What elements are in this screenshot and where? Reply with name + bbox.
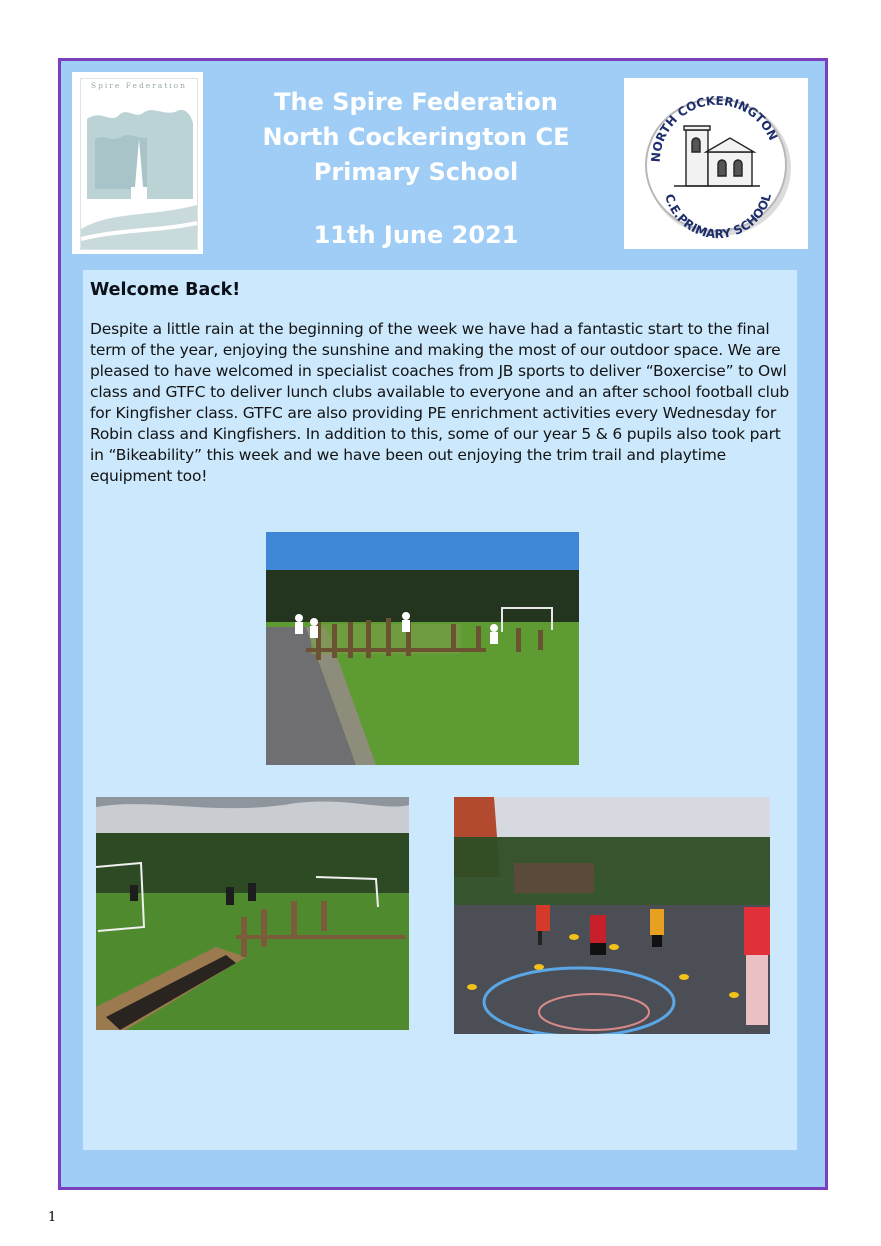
spire-federation-brand xyxy=(80,78,198,250)
crest-top-text: NORTH COCKERINGTON xyxy=(648,93,781,163)
welcome-panel xyxy=(83,270,797,1150)
federation-title: The Spire Federation xyxy=(274,88,558,116)
spire-federation-logo xyxy=(72,72,203,254)
school-name-line2: Primary School xyxy=(313,158,519,186)
crest-bottom-text: C.E.PRIMARY SCHOOL xyxy=(662,191,774,242)
welcome-heading: Welcome Back! xyxy=(90,280,241,300)
school-name-line1: North Cockerington CE xyxy=(262,123,570,151)
trim-trail-photo xyxy=(266,532,579,765)
newsletter-date: 11th June 2021 xyxy=(313,221,519,249)
page-number: 1 xyxy=(48,1210,57,1225)
football-pitch-photo xyxy=(96,797,409,1030)
church-spire-icon xyxy=(81,79,197,249)
welcome-paragraph: Despite a little rain at the beginning of the week we have had a fantastic start to the final term of the year, enjoying the sunshine and making the most of our outdoor space. We are pleased to have welcomed in specialist coaches from JB sports to deliver “Boxercise” to Owl class and GTFC to deliver lunch clubs available to everyone and an after school football club for Kingfisher class. GTFC are also providing PE enrichment activities every Wednesday for Robin class and Kingfishers. In addition to this, some of our year 5 & 6 pupils also took part in “Bikeability” this week and we have been out enjoying the trim trail and playtime equipment too! xyxy=(90,320,790,485)
newsletter-header xyxy=(211,85,621,250)
school-crest-icon xyxy=(624,78,808,249)
spire-federation-wordmark: Spire Federation xyxy=(90,81,188,90)
playground-photo xyxy=(454,797,770,1034)
school-crest-logo xyxy=(624,78,808,249)
newsletter-frame xyxy=(58,58,828,1190)
